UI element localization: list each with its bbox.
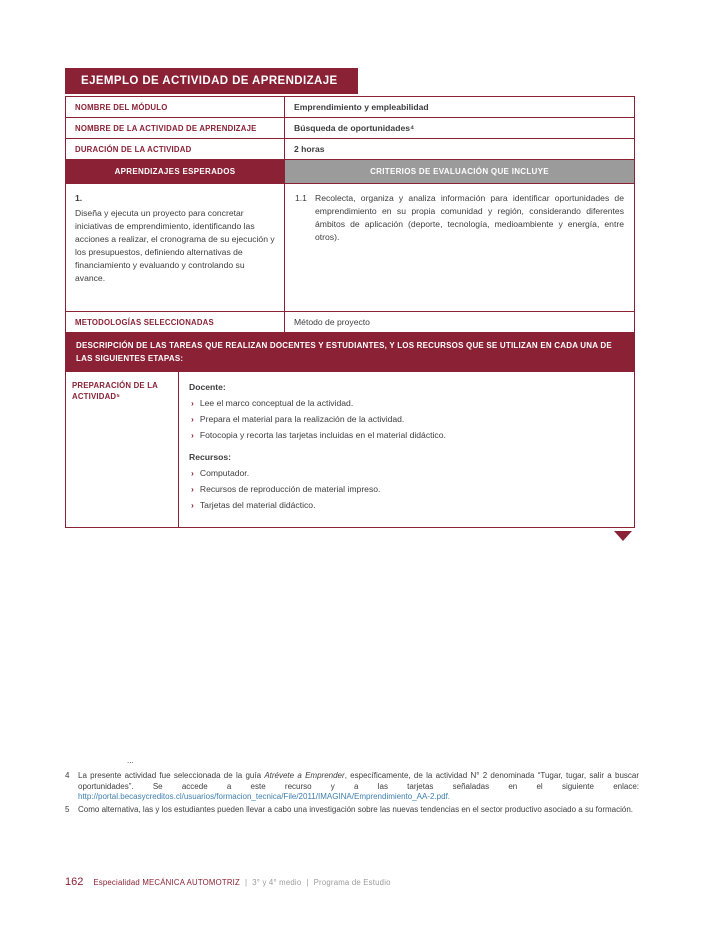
table-row xyxy=(66,312,634,333)
table-row xyxy=(66,118,634,139)
module-name-value: Emprendimiento y empleabilidad xyxy=(294,102,429,112)
footnote-5 xyxy=(65,805,639,816)
footnote-text-part1: La presente actividad fue seleccionada de la guía xyxy=(78,770,265,780)
footnotes xyxy=(65,756,639,818)
footer-separator: | xyxy=(306,878,309,887)
resource-link[interactable]: http://portal.becasycreditos.cl/usuarios/formacion_tecnica/File/2011/IMAGINA/Emprendimiento_AA-2.pdf. xyxy=(78,792,451,802)
description-banner: DESCRIPCIÓN DE LAS TAREAS QUE REALIZAN DOCENTES Y ESTUDIANTES, Y LOS RECURSOS QUE SE UTILIZAN EN CADA UNA DE LAS SIGUIENTES ETAPAS: xyxy=(66,333,634,372)
resources-block xyxy=(189,451,624,511)
list-item xyxy=(191,413,624,425)
continuation-triangle-icon xyxy=(614,531,632,541)
column-header-row xyxy=(66,160,634,184)
page-title: EJEMPLO DE ACTIVIDAD DE APRENDIZAJE xyxy=(65,68,358,94)
preparation-content xyxy=(179,372,634,527)
learning-text: Diseña y ejecuta un proyecto para concretar iniciativas de emprendimiento, identificando las acciones a realizar, el cronograma de su ejecución y los presupuestos, definiendo alternativas de financiamiento y evaluando y controlando su avance. xyxy=(75,208,275,283)
list-item xyxy=(191,429,624,441)
footer-grade: 3° y 4° medio xyxy=(252,878,302,887)
bullet-arrow-icon: › xyxy=(191,414,194,424)
preparation-row xyxy=(66,372,634,527)
table-row xyxy=(66,139,634,160)
list-item-text: Computador. xyxy=(199,468,250,478)
footnote-number: 4 xyxy=(65,770,70,780)
preparation-label: PREPARACIÓN DE LA ACTIVIDAD⁵ xyxy=(66,372,179,527)
evaluation-criteria-header: CRITERIOS DE EVALUACIÓN QUE INCLUYE xyxy=(285,160,634,183)
ellipsis-marker: ... xyxy=(127,756,134,765)
criteria-text: Recolecta, organiza y analiza información para identificar oportunidades de emprendimiento en su propia comunidad y región, considerando diferentes ámbitos de aplicación (deporte, tecnología, medioambiente y energía, entre otros). xyxy=(315,193,624,242)
list-item xyxy=(191,397,624,409)
learning-criteria-row xyxy=(66,184,634,312)
module-name-label: NOMBRE DEL MÓDULO xyxy=(66,97,285,117)
list-item-text: Prepara el material para la realización de la actividad. xyxy=(199,414,405,424)
criteria-number: 1.1 xyxy=(295,193,307,203)
activity-table xyxy=(65,96,635,528)
bullet-arrow-icon: › xyxy=(191,500,194,510)
activity-name-label: NOMBRE DE LA ACTIVIDAD DE APRENDIZAJE xyxy=(66,118,285,138)
list-item xyxy=(191,467,624,479)
docente-heading: Docente: xyxy=(189,382,226,392)
page-number: 162 xyxy=(65,876,84,888)
methodologies-value: Método de proyecto xyxy=(294,317,370,327)
footer-separator: | xyxy=(245,878,248,887)
list-item-text: Recursos de reproducción de material impreso. xyxy=(199,484,381,494)
criteria-cell xyxy=(285,184,634,311)
footnote-number: 5 xyxy=(65,805,70,815)
footer-text xyxy=(93,878,390,887)
guide-title: Atrévete a Emprender xyxy=(264,770,345,780)
footer-program: Programa de Estudio xyxy=(313,878,391,887)
list-item-text: Tarjetas del material didáctico. xyxy=(199,500,316,510)
list-item xyxy=(191,499,624,511)
footnote-text xyxy=(78,771,639,803)
page-content xyxy=(65,68,635,541)
duration-value: 2 horas xyxy=(294,144,325,154)
bullet-arrow-icon: › xyxy=(191,430,194,440)
footnote-text: Como alternativa, las y los estudiantes pueden llevar a cabo una investigación sobre las nuevas tendencias en el sector productivo asociado a su formación. xyxy=(78,805,633,815)
bullet-arrow-icon: › xyxy=(191,484,194,494)
list-item-text: Lee el marco conceptual de la actividad. xyxy=(199,398,354,408)
recursos-heading: Recursos: xyxy=(189,452,232,462)
duration-label: DURACIÓN DE LA ACTIVIDAD xyxy=(66,139,285,159)
page-footer xyxy=(65,876,391,888)
list-item-text: Fotocopia y recorta las tarjetas incluidas en el material didáctico. xyxy=(199,430,446,440)
expected-learning-cell xyxy=(66,184,285,311)
footer-specialty: Especialidad MECÁNICA AUTOMOTRIZ xyxy=(93,878,240,887)
expected-learning-header: APRENDIZAJES ESPERADOS xyxy=(66,160,285,183)
activity-name-value: Búsqueda de oportunidades⁴ xyxy=(294,123,415,133)
methodologies-label: METODOLOGÍAS SELECCIONADAS xyxy=(66,312,285,332)
bullet-arrow-icon: › xyxy=(191,398,194,408)
bullet-arrow-icon: › xyxy=(191,468,194,478)
footnote-text-part2: , específicamente, de la actividad N° 2 denominada “Tugar, tugar, salir a buscar oportunidades”. Se accede a este recurso y a las tarjetas señaladas en el siguiente enlace: xyxy=(78,770,640,791)
footnote-4 xyxy=(65,771,639,803)
learning-number: 1. xyxy=(75,193,83,203)
list-item xyxy=(191,483,624,495)
table-row xyxy=(66,97,634,118)
